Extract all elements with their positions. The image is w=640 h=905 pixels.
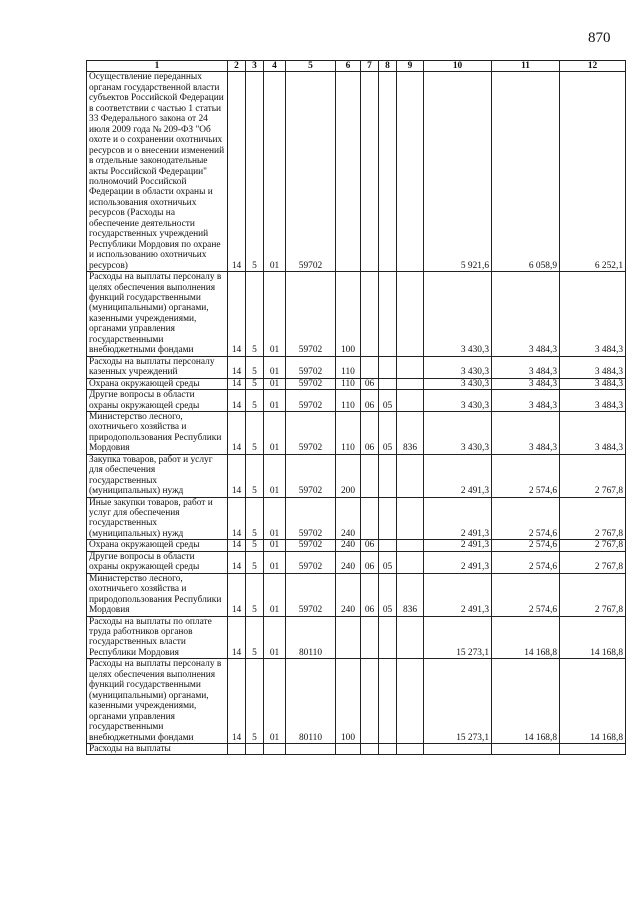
- amount-10: 3 430,3: [424, 390, 492, 412]
- code-7: [361, 72, 379, 272]
- amount-11: 2 574,6: [492, 454, 560, 497]
- code-5: 59702: [286, 573, 336, 616]
- code-3: [246, 744, 264, 755]
- amount-10: 3 430,3: [424, 272, 492, 357]
- amount-11: 3 484,3: [492, 356, 560, 378]
- code-4: 01: [264, 411, 286, 454]
- code-4: 01: [264, 356, 286, 378]
- code-2: [228, 744, 246, 755]
- code-2: 14: [228, 378, 246, 389]
- code-9: [397, 497, 424, 540]
- table-row: [87, 411, 626, 454]
- code-9: [397, 272, 424, 357]
- column-header: 7: [361, 61, 379, 72]
- code-8: 05: [379, 573, 397, 616]
- code-5: 59702: [286, 378, 336, 389]
- code-2: 14: [228, 551, 246, 573]
- code-2: 14: [228, 616, 246, 659]
- amount-10: 5 921,6: [424, 72, 492, 272]
- code-4: 01: [264, 573, 286, 616]
- code-3: 5: [246, 454, 264, 497]
- amount-12: 2 767,8: [560, 540, 626, 551]
- code-8: 05: [379, 551, 397, 573]
- code-2: 14: [228, 411, 246, 454]
- code-4: 01: [264, 497, 286, 540]
- code-4: 01: [264, 540, 286, 551]
- code-4: 01: [264, 454, 286, 497]
- code-4: 01: [264, 378, 286, 389]
- code-5: 59702: [286, 540, 336, 551]
- row-name: Расходы на выплаты персоналу казенных учреждений: [87, 356, 228, 378]
- table-row: [87, 573, 626, 616]
- code-7: 06: [361, 573, 379, 616]
- code-2: 14: [228, 390, 246, 412]
- code-5: 59702: [286, 272, 336, 357]
- row-name: Осуществление переданных органам государственной власти субъектов Российской Федерации в соответствии с частью 1 статьи 33 Федерального закона от 24 июля 2009 года № 209-ФЗ "Об охоте и о сохранении охотничьих ресурсов и о внесении изменений в отдельные законодательные акты Российской Федерации" полномочий Российской Федерации в области охраны и использования охотничьих ресурсов (Расходы на обеспечение деятельности государственных учреждений Республики Мордовия по охране и использованию охотничьих ресурсов): [87, 72, 228, 272]
- row-name: Другие вопросы в области охраны окружающей среды: [87, 390, 228, 412]
- row-name: Расходы на выплаты персоналу в целях обеспечения выполнения функций государственными (муниципальными) органами, казенными учреждениями, органами управления государственными внебюджетными фондами: [87, 272, 228, 357]
- code-2: 14: [228, 272, 246, 357]
- code-5: 59702: [286, 356, 336, 378]
- code-9: [397, 616, 424, 659]
- code-6: 110: [336, 390, 361, 412]
- row-name: Министерство лесного, охотничьего хозяйства и природопользования Республики Мордовия: [87, 411, 228, 454]
- table-row: [87, 616, 626, 659]
- amount-11: 6 058,9: [492, 72, 560, 272]
- row-name: Расходы на выплаты по оплате труда работников органов государственных власти Республики Мордовия: [87, 616, 228, 659]
- amount-11: 2 574,6: [492, 573, 560, 616]
- amount-12: 14 168,8: [560, 659, 626, 744]
- amount-12: 14 168,8: [560, 616, 626, 659]
- code-3: 5: [246, 573, 264, 616]
- amount-12: 3 484,3: [560, 390, 626, 412]
- code-4: 01: [264, 72, 286, 272]
- amount-10: 15 273,1: [424, 616, 492, 659]
- column-header: 4: [264, 61, 286, 72]
- code-5: 59702: [286, 411, 336, 454]
- code-2: 14: [228, 356, 246, 378]
- row-name: Другие вопросы в области охраны окружающей среды: [87, 551, 228, 573]
- code-7: 06: [361, 551, 379, 573]
- code-6: 240: [336, 497, 361, 540]
- amount-10: 3 430,3: [424, 411, 492, 454]
- row-name: Расходы на выплаты: [87, 744, 228, 755]
- code-4: 01: [264, 616, 286, 659]
- amount-12: 2 767,8: [560, 497, 626, 540]
- table-row: [87, 272, 626, 357]
- row-name: Иные закупки товаров, работ и услуг для обеспечения государственных (муниципальных) нужд: [87, 497, 228, 540]
- column-header: 6: [336, 61, 361, 72]
- code-6: 240: [336, 573, 361, 616]
- code-7: [361, 744, 379, 755]
- code-3: 5: [246, 659, 264, 744]
- amount-10: 15 273,1: [424, 659, 492, 744]
- column-header: 5: [286, 61, 336, 72]
- code-5: 59702: [286, 551, 336, 573]
- amount-11: 2 574,6: [492, 551, 560, 573]
- code-8: [379, 378, 397, 389]
- column-header: 10: [424, 61, 492, 72]
- table-row: [87, 378, 626, 389]
- amount-12: 3 484,3: [560, 378, 626, 389]
- amount-10: 2 491,3: [424, 540, 492, 551]
- amount-12: 3 484,3: [560, 411, 626, 454]
- code-2: 14: [228, 497, 246, 540]
- code-9: [397, 390, 424, 412]
- code-7: 06: [361, 390, 379, 412]
- code-2: 14: [228, 454, 246, 497]
- code-6: 110: [336, 356, 361, 378]
- table-row: [87, 390, 626, 412]
- code-6: 200: [336, 454, 361, 497]
- column-header: 8: [379, 61, 397, 72]
- code-5: 59702: [286, 390, 336, 412]
- amount-10: 2 491,3: [424, 551, 492, 573]
- column-header: 3: [246, 61, 264, 72]
- column-header: 9: [397, 61, 424, 72]
- amount-11: 2 574,6: [492, 497, 560, 540]
- amount-11: [492, 744, 560, 755]
- amount-11: 14 168,8: [492, 616, 560, 659]
- amount-11: 14 168,8: [492, 659, 560, 744]
- code-3: 5: [246, 356, 264, 378]
- code-2: 14: [228, 573, 246, 616]
- amount-11: 2 574,6: [492, 540, 560, 551]
- amount-12: 2 767,8: [560, 454, 626, 497]
- amount-10: 3 430,3: [424, 378, 492, 389]
- code-8: [379, 272, 397, 357]
- amount-11: 3 484,3: [492, 411, 560, 454]
- table-row: [87, 744, 626, 755]
- code-8: [379, 744, 397, 755]
- budget-table: [86, 60, 626, 755]
- row-name: Охрана окружающей среды: [87, 378, 228, 389]
- code-8: [379, 540, 397, 551]
- amount-10: [424, 744, 492, 755]
- code-9: [397, 72, 424, 272]
- code-7: [361, 616, 379, 659]
- amount-10: 2 491,3: [424, 454, 492, 497]
- code-5: 59702: [286, 454, 336, 497]
- amount-12: [560, 744, 626, 755]
- code-6: 240: [336, 551, 361, 573]
- amount-12: 3 484,3: [560, 356, 626, 378]
- code-3: 5: [246, 72, 264, 272]
- amount-12: 6 252,1: [560, 72, 626, 272]
- code-8: [379, 72, 397, 272]
- code-4: 01: [264, 390, 286, 412]
- code-9: [397, 659, 424, 744]
- code-7: [361, 272, 379, 357]
- amount-12: 2 767,8: [560, 551, 626, 573]
- code-7: [361, 497, 379, 540]
- code-2: 14: [228, 72, 246, 272]
- code-6: 100: [336, 272, 361, 357]
- code-2: 14: [228, 659, 246, 744]
- code-5: 59702: [286, 497, 336, 540]
- code-3: 5: [246, 411, 264, 454]
- code-5: 59702: [286, 72, 336, 272]
- page-number: 870: [588, 30, 611, 46]
- code-3: 5: [246, 272, 264, 357]
- code-7: [361, 454, 379, 497]
- code-9: 836: [397, 411, 424, 454]
- column-header: 12: [560, 61, 626, 72]
- code-8: 05: [379, 390, 397, 412]
- code-3: 5: [246, 551, 264, 573]
- code-8: [379, 616, 397, 659]
- amount-10: 2 491,3: [424, 573, 492, 616]
- code-9: [397, 540, 424, 551]
- table-row: [87, 454, 626, 497]
- column-header: 1: [87, 61, 228, 72]
- code-3: 5: [246, 497, 264, 540]
- code-7: 06: [361, 540, 379, 551]
- code-4: [264, 744, 286, 755]
- row-name: Закупка товаров, работ и услуг для обеспечения государственных (муниципальных) нужд: [87, 454, 228, 497]
- amount-11: 3 484,3: [492, 272, 560, 357]
- code-9: [397, 551, 424, 573]
- table-row: [87, 356, 626, 378]
- code-8: [379, 454, 397, 497]
- row-name: Министерство лесного, охотничьего хозяйства и природопользования Республики Мордовия: [87, 573, 228, 616]
- code-2: 14: [228, 540, 246, 551]
- table-row: [87, 659, 626, 744]
- header-row: [87, 61, 626, 72]
- code-6: [336, 616, 361, 659]
- code-7: [361, 356, 379, 378]
- code-9: [397, 744, 424, 755]
- column-header: 11: [492, 61, 560, 72]
- row-name: Охрана окружающей среды: [87, 540, 228, 551]
- code-9: [397, 454, 424, 497]
- table-row: [87, 540, 626, 551]
- amount-11: 3 484,3: [492, 378, 560, 389]
- code-7: 06: [361, 378, 379, 389]
- code-8: [379, 356, 397, 378]
- code-6: 110: [336, 378, 361, 389]
- code-5: [286, 744, 336, 755]
- table-row: [87, 72, 626, 272]
- code-4: 01: [264, 659, 286, 744]
- code-6: [336, 744, 361, 755]
- code-3: 5: [246, 390, 264, 412]
- code-7: [361, 659, 379, 744]
- code-6: 110: [336, 411, 361, 454]
- code-6: 100: [336, 659, 361, 744]
- code-5: 80110: [286, 659, 336, 744]
- amount-12: 2 767,8: [560, 573, 626, 616]
- code-4: 01: [264, 272, 286, 357]
- amount-10: 3 430,3: [424, 356, 492, 378]
- code-4: 01: [264, 551, 286, 573]
- code-8: [379, 659, 397, 744]
- code-3: 5: [246, 616, 264, 659]
- amount-11: 3 484,3: [492, 390, 560, 412]
- code-3: 5: [246, 378, 264, 389]
- row-name: Расходы на выплаты персоналу в целях обеспечения выполнения функций государственными (муниципальными) органами, казенными учреждениями, органами управления государственными внебюджетными фондами: [87, 659, 228, 744]
- code-5: 80110: [286, 616, 336, 659]
- column-header: 2: [228, 61, 246, 72]
- table-row: [87, 497, 626, 540]
- table-row: [87, 551, 626, 573]
- code-6: [336, 72, 361, 272]
- amount-10: 2 491,3: [424, 497, 492, 540]
- code-8: 05: [379, 411, 397, 454]
- code-3: 5: [246, 540, 264, 551]
- code-7: 06: [361, 411, 379, 454]
- code-9: [397, 378, 424, 389]
- amount-12: 3 484,3: [560, 272, 626, 357]
- code-6: 240: [336, 540, 361, 551]
- code-9: 836: [397, 573, 424, 616]
- code-8: [379, 497, 397, 540]
- code-9: [397, 356, 424, 378]
